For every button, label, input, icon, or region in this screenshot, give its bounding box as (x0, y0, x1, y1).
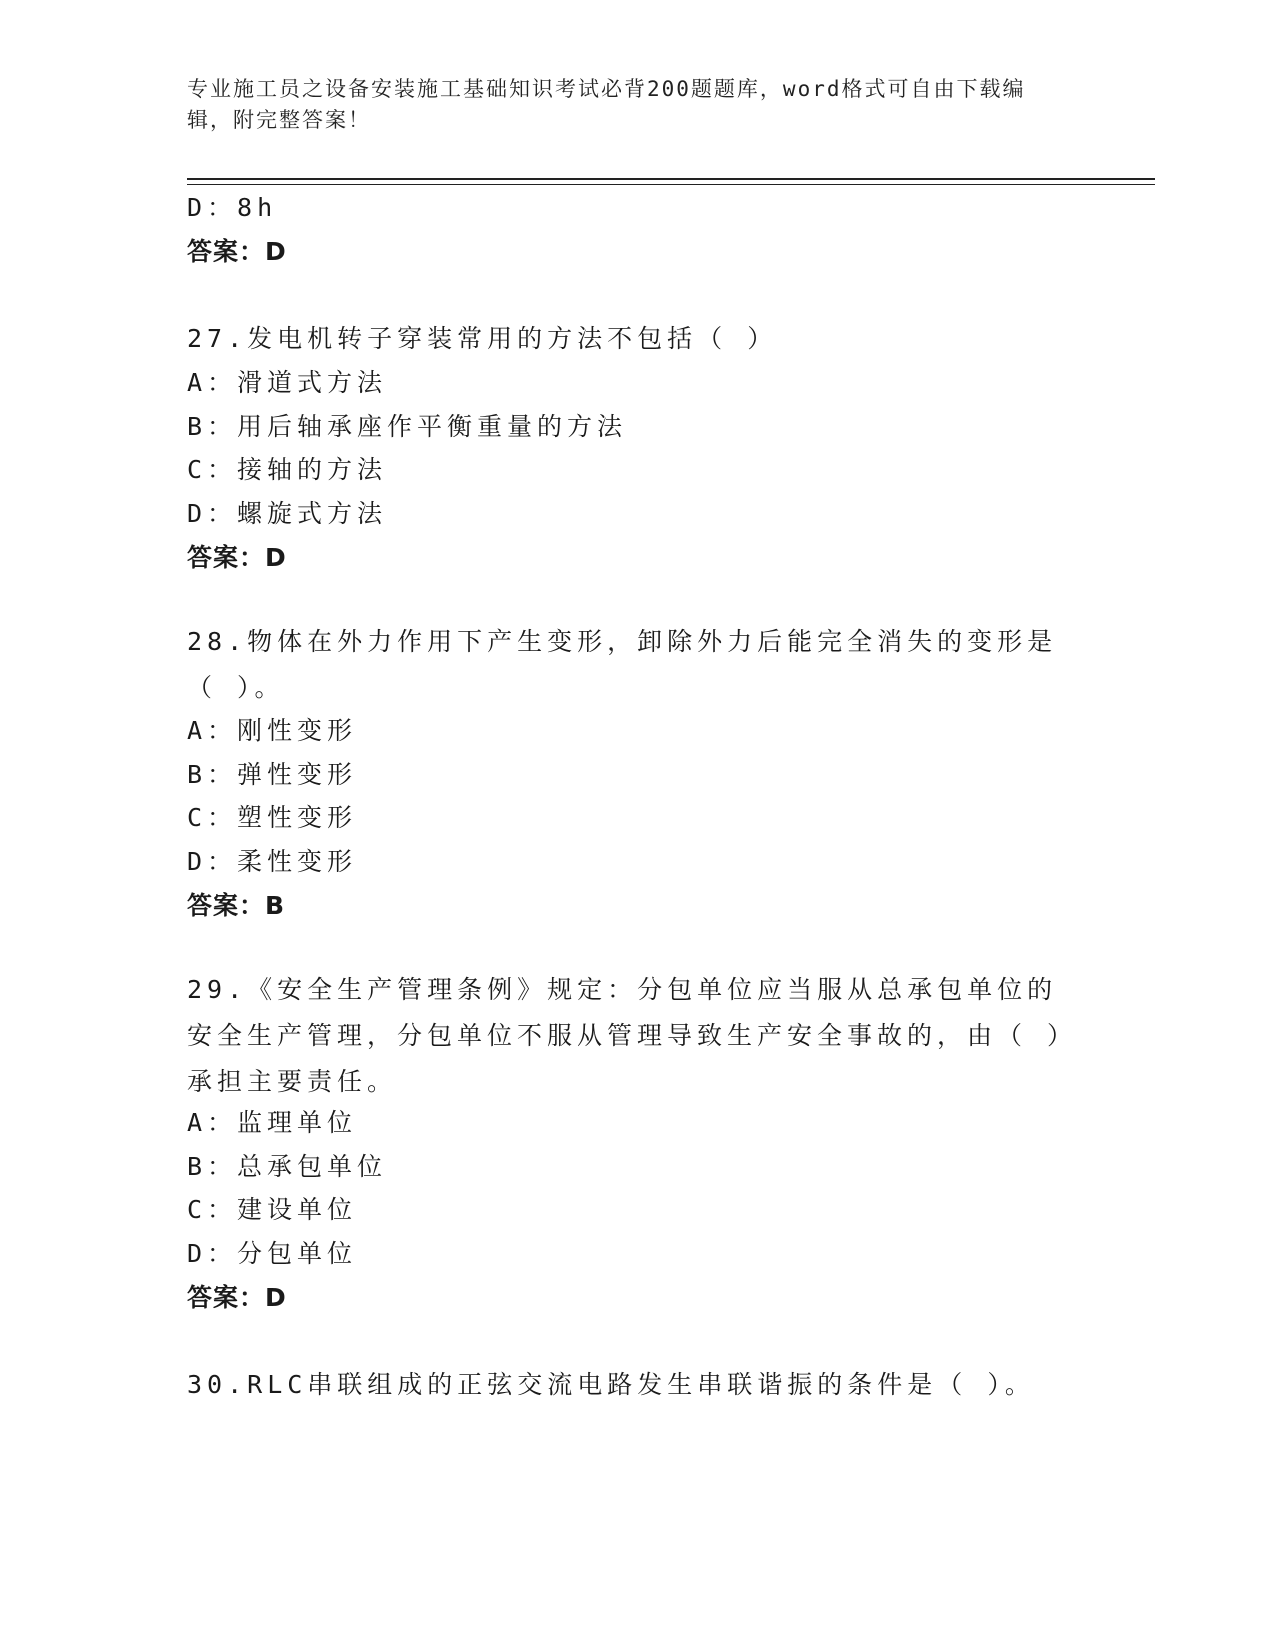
question-28-option-a: A：刚性变形 (187, 716, 358, 745)
question-27-option-b: B：用后轴承座作平衡重量的方法 (187, 412, 628, 441)
question-29-stem: 29.《安全生产管理条例》规定：分包单位应当服从总承包单位的安全生产管理，分包单位不服从管理导致生产安全事故的，由（ ）承担主要责任。 (187, 975, 1065, 1096)
question-28-answer: 答案：B (187, 891, 286, 920)
question-27-answer: 答案：D (187, 543, 287, 572)
question-27-option-d: D：螺旋式方法 (187, 499, 388, 528)
question-28-option-c: C：塑性变形 (187, 803, 358, 832)
question-29-option-d: D：分包单位 (187, 1239, 358, 1268)
header-divider-thin (187, 184, 1155, 185)
question-29-option-c: C：建设单位 (187, 1195, 358, 1224)
prev-answer: 答案：D (187, 237, 287, 266)
question-28-stem: 28.物体在外力作用下产生变形，卸除外力后能完全消失的变形是（ ）。 (187, 627, 1058, 702)
header-divider (187, 178, 1155, 180)
question-27-stem: 27.发电机转子穿装常用的方法不包括（ ） (187, 324, 778, 353)
question-29-option-a: A：监理单位 (187, 1108, 358, 1137)
question-29-answer: 答案：D (187, 1283, 287, 1312)
question-27-option-a: A：滑道式方法 (187, 368, 388, 397)
prev-option-d: D：8h (187, 193, 278, 222)
question-28-option-d: D：柔性变形 (187, 847, 358, 876)
question-29-option-b: B：总承包单位 (187, 1152, 388, 1181)
document-header: 专业施工员之设备安装施工基础知识考试必背200题题库，word格式可自由下载编辑，附完整答案！ (187, 77, 1026, 132)
question-28-option-b: B：弹性变形 (187, 760, 358, 789)
question-30-stem: 30.RLC串联组成的正弦交流电路发生串联谐振的条件是（ ）。 (187, 1370, 1035, 1399)
question-27-option-c: C：接轴的方法 (187, 455, 388, 484)
